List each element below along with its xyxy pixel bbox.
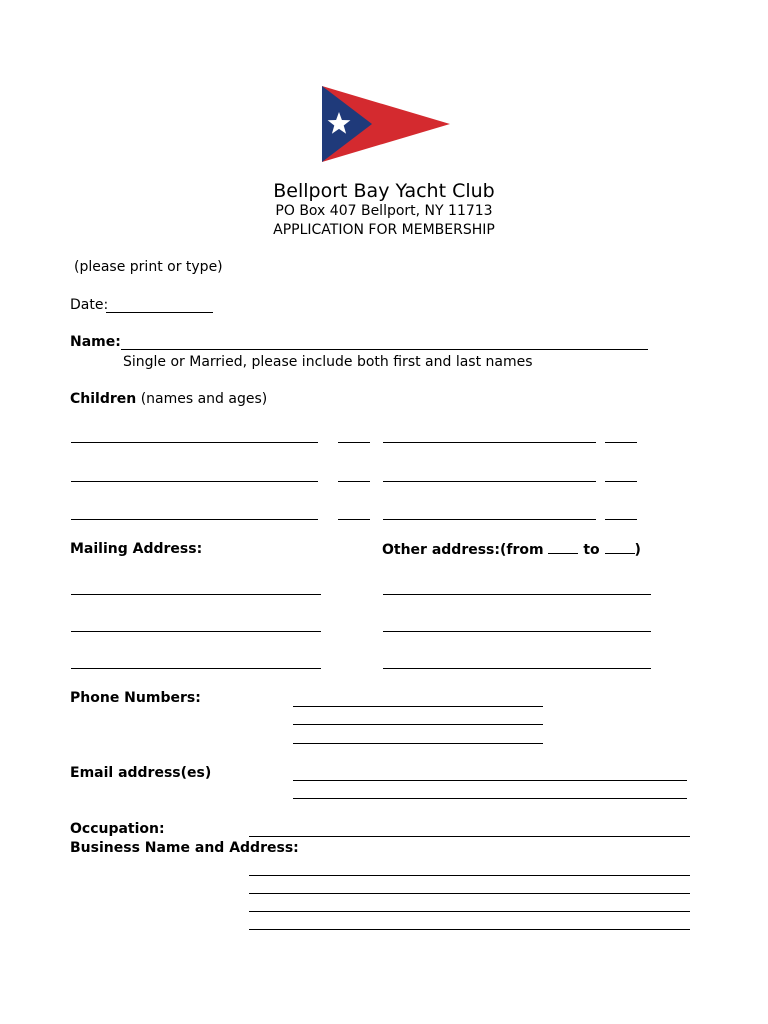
other-from-text: (from — [500, 542, 549, 558]
phone-field-1[interactable] — [293, 706, 543, 707]
business-field-4[interactable] — [249, 929, 690, 930]
mailing-address-label: Mailing Address: — [70, 541, 203, 557]
other-to-field[interactable] — [605, 541, 635, 554]
email-field-2[interactable] — [293, 798, 687, 799]
child-1-age-field[interactable] — [338, 442, 370, 443]
club-burgee-logo — [320, 86, 452, 164]
email-label: Email address(es) — [70, 765, 212, 781]
club-name: Bellport Bay Yacht Club — [273, 180, 495, 202]
instruction-text: (please print or type) — [74, 259, 223, 275]
business-field-1[interactable] — [249, 875, 690, 876]
occupation-field[interactable] — [249, 836, 690, 837]
form-title: APPLICATION FOR MEMBERSHIP — [273, 222, 495, 238]
business-field-2[interactable] — [249, 893, 690, 894]
other-to-text: to — [578, 542, 605, 558]
date-field[interactable] — [106, 312, 213, 313]
child-4-age-field[interactable] — [605, 481, 637, 482]
name-field[interactable] — [121, 349, 648, 350]
mailing-address-line-3[interactable] — [71, 668, 321, 669]
child-1-name-field[interactable] — [71, 442, 318, 443]
children-heading — [70, 391, 267, 407]
child-6-name-field[interactable] — [383, 519, 596, 520]
business-field-3[interactable] — [249, 911, 690, 912]
child-4-name-field[interactable] — [383, 481, 596, 482]
email-field-1[interactable] — [293, 780, 687, 781]
mailing-address-line-2[interactable] — [71, 631, 321, 632]
name-hint: Single or Married, please include both first and last names — [123, 354, 533, 370]
occupation-label: Occupation: — [70, 821, 165, 837]
other-address-line-2[interactable] — [383, 631, 651, 632]
child-3-age-field[interactable] — [338, 481, 370, 482]
other-address-line-3[interactable] — [383, 668, 651, 669]
other-address-heading — [382, 541, 641, 558]
child-5-age-field[interactable] — [338, 519, 370, 520]
phone-label: Phone Numbers: — [70, 690, 201, 706]
child-2-name-field[interactable] — [383, 442, 596, 443]
phone-field-3[interactable] — [293, 743, 543, 744]
other-from-field[interactable] — [548, 541, 578, 554]
other-address-line-1[interactable] — [383, 594, 651, 595]
other-close-text: ) — [634, 542, 641, 558]
date-label: Date: — [70, 297, 109, 313]
phone-field-2[interactable] — [293, 724, 543, 725]
child-3-name-field[interactable] — [71, 481, 318, 482]
other-address-label: Other address: — [382, 542, 500, 558]
club-address: PO Box 407 Bellport, NY 11713 — [275, 203, 493, 219]
mailing-address-line-1[interactable] — [71, 594, 321, 595]
children-label: Children — [70, 391, 137, 407]
children-hint: (names and ages) — [140, 391, 268, 407]
business-label: Business Name and Address: — [70, 840, 299, 856]
child-6-age-field[interactable] — [605, 519, 637, 520]
child-5-name-field[interactable] — [71, 519, 318, 520]
child-2-age-field[interactable] — [605, 442, 637, 443]
name-label: Name: — [70, 334, 121, 350]
